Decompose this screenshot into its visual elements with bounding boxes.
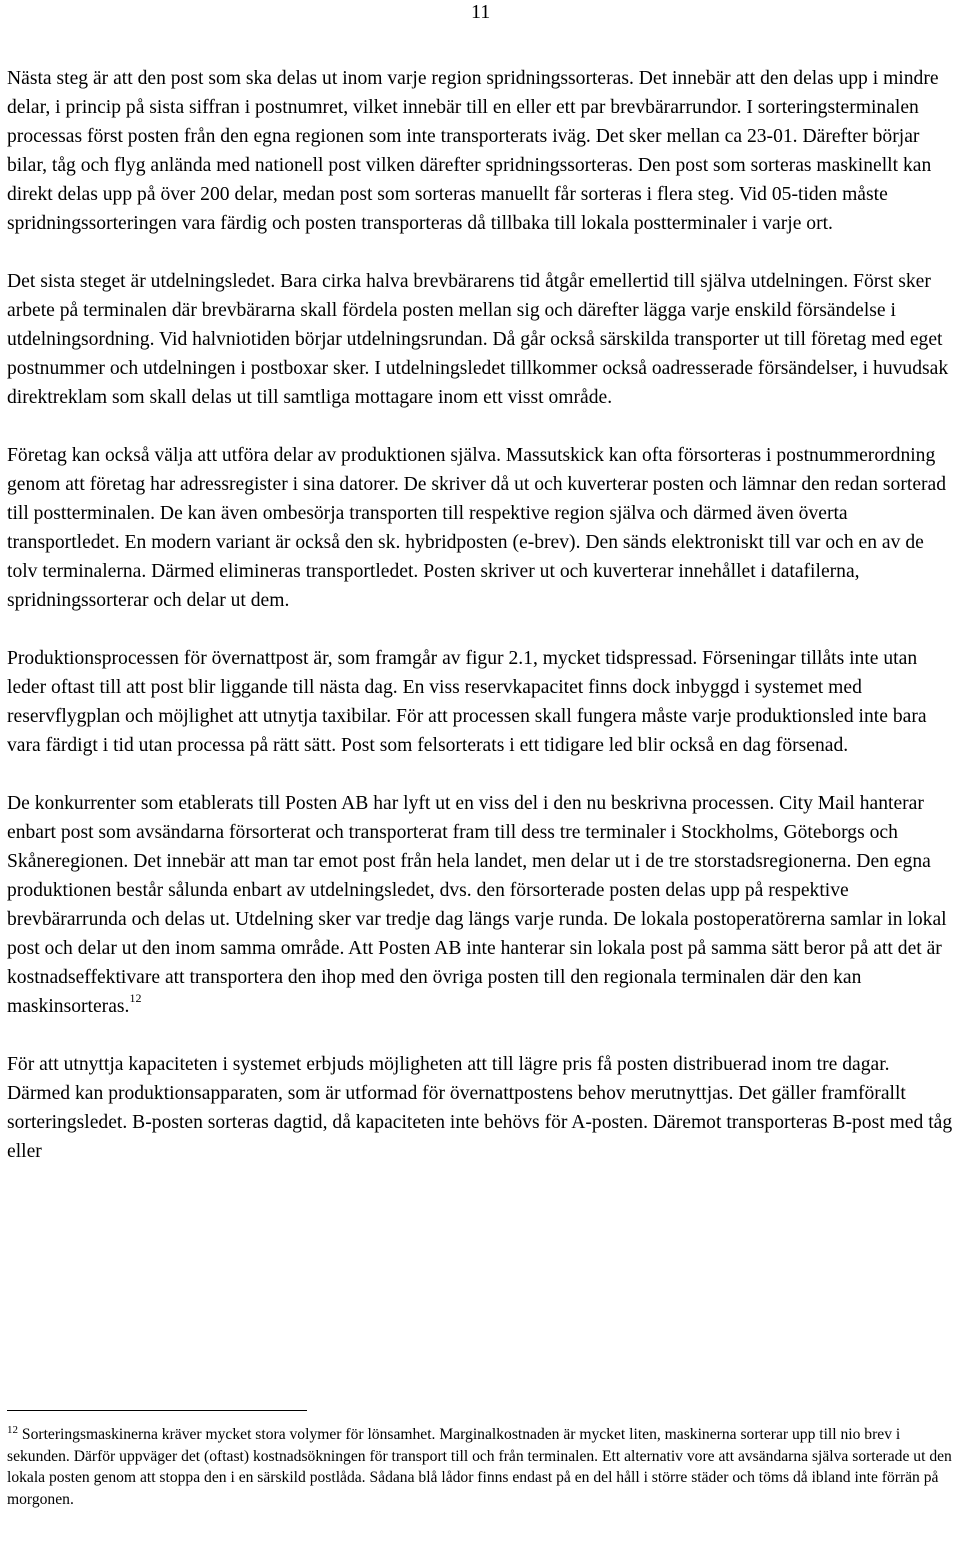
footnote-divider [7, 1410, 307, 1411]
paragraph-kapacitet: För att utnyttja kapaciteten i systemet erbjuds möjligheten att till lägre pris få posten distribuerad inom tre dagar. Därmed kan produktionsapparaten, som är utformad för övernattpostens behov merutnyttjas. Det gäller framförallt sorteringsledet. B-posten sorteras dagtid, då kapaciteten inte behövs för A-posten. Däremot transporteras B-post med tåg eller [7, 1054, 953, 1162]
footnote [7, 1424, 955, 1510]
paragraph-utdelningsledet: Det sista steget är utdelningsledet. Bara cirka halva brevbärarens tid åtgår emellertid till själva utdelningen. Först sker arbete på terminalen där brevbärarna skall fördela posten mellan sig och därefter lägga varje enskild försändelse i utdelningsordning. Vid halvniotiden börjar utdelningsrundan. Då går också särskilda transporter ut till företag med eget postnummer och utdelningen i postboxar sker. I utdelningsledet tillkommer också oadresserade försändelser, i huvudsak direktreklam som skall delas ut till samtliga mottagare inom ett visst område. [7, 271, 949, 408]
paragraph-konkurrenter [7, 789, 955, 1021]
paragraph-foretag-produktion: Företag kan också välja att utföra delar av produktionen själva. Massutskick kan ofta försorteras i postnummerordning genom att företag har adressregister i sina datorer. De skriver då ut och kuverterar posten och lämnar den redan sorterad till postterminalen. De kan även ombesörja transporten till respektive region själva och därmed även överta transportledet. En modern variant är också den sk. hybridposten (e-brev). Den sänds elektroniskt till var och en av de tolv terminalerna. Därmed elimineras transportledet. Posten skriver ut och kuverterar innehållet i datafilerna, spridningssorterar och delar ut dem. [7, 445, 947, 611]
paragraph-konkurrenter-text: De konkurrenter som etablerats till Posten AB har lyft ut en viss del i den nu beskrivna processen. City Mail hanterar enbart post som avsändarna försorterat och transporterat fram till dess tre terminaler i Stockholms, Göteborgs och Skåneregionen. Det innebär att man tar emot post från hela landet, men delar ut i de tre storstadsregionerna. Den egna produktionen består sålunda enbart av utdelningsledet, dvs. den försorterade posten delas upp på respektive brevbärarrunda och delas ut. Utdelning sker var tredje dag längs varje runda. De lokala postoperatörerna samlar in lokal post och delar ut den inom samma område. Att Posten AB inte hanterar sin lokala post på samma sätt beror på att det är kostnadseffektivare att transportera den ihop med den övriga posten till den regionala terminalen där den kan maskinsorteras. [7, 793, 947, 1017]
body-text [7, 64, 955, 1166]
footnote-text: Sorteringsmaskinerna kräver mycket stora volymer för lönsamhet. Marginalkostnaden är mycket liten, maskinerna sorterar upp till nio brev i sekunden. Därför uppväger det (oftast) kostnadsökningen för transport till och från terminalen. Ett alternativ vore att avsändarna själva sorterade ut den lokala posten genom att stoppa den i en särskild postlåda. Sådana blå lådor finns endast på en del håll i större städer och töms då ibland inte förrän på morgonen. [7, 1426, 952, 1508]
page-number: 11 [471, 1, 491, 23]
footnote-reference[interactable]: 12 [129, 991, 142, 1006]
paragraph-spridningssortering: Nästa steg är att den post som ska delas ut inom varje region spridningssorteras. Det innebär att den delas upp i mindre delar, i princip på sista siffran i postnumret, vilket innebär till en eller ett par brevbärarrundor. I sorteringsterminalen processas först posten från den egna regionen som inte transporterats iväg. Det sker mellan ca 23-01. Därefter börjar bilar, tåg och flyg anlända med nationell post vilken därefter spridningssorteras. Den post som sorteras maskinellt kan direkt delas upp på över 200 delar, medan post som sorteras manuellt får sorteras i flera steg. Vid 05-tiden måste spridningssorteringen vara färdig och posten transporteras då tillbaka till lokala postterminaler i varje ort. [7, 68, 939, 234]
footnote-number: 12 [7, 1423, 18, 1436]
paragraph-produktionsprocessen: Produktionsprocessen för övernattpost är, som framgår av figur 2.1, mycket tidspressad. Förseningar tillåts inte utan leder oftast till att post blir liggande till nästa dag. En viss reservkapacitet finns dock inbyggd i systemet med reservflygplan och möjlighet att utnytja taxibilar. För att processen skall fungera måste varje produktionsled inte bara vara färdigt i tid utan processa på rätt sätt. Post som felsorterats i ett tidigare led blir också en dag försenad. [7, 648, 927, 756]
